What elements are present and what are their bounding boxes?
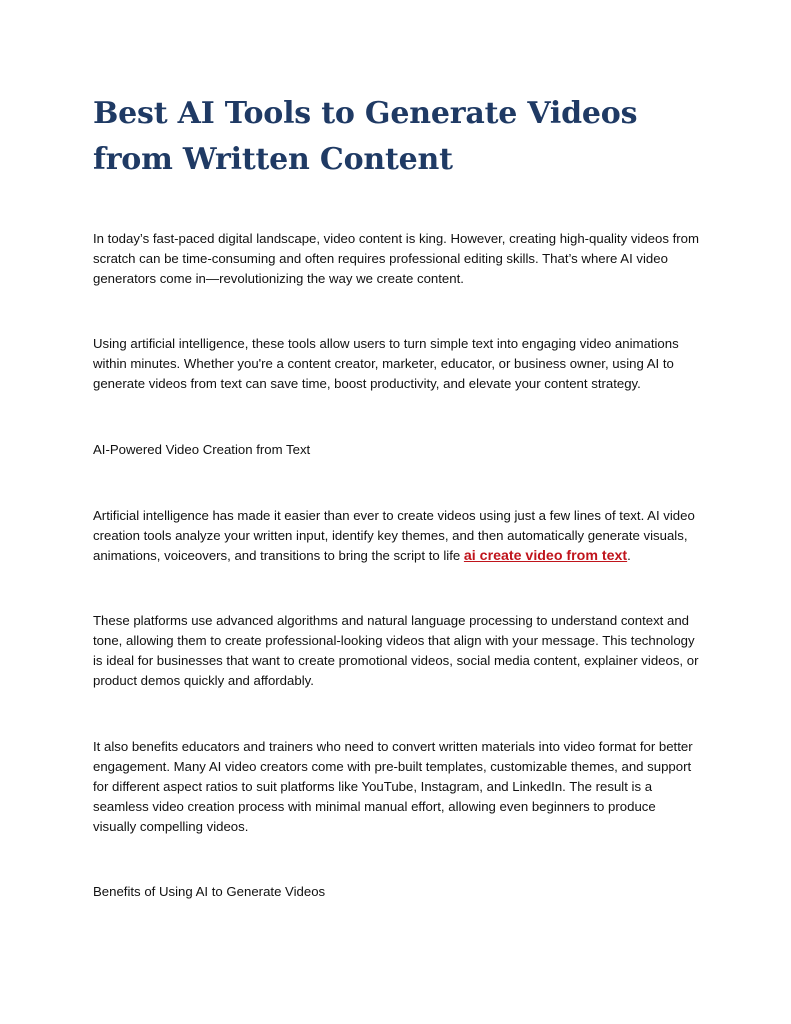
document-title: Best AI Tools to Generate Videos from Written Content <box>93 96 638 177</box>
ai-create-video-link[interactable]: ai create video from text <box>463 548 628 564</box>
section-heading-ai-powered: AI-Powered Video Creation from Text <box>93 442 311 457</box>
ai-creation-paragraph <box>93 506 701 566</box>
educators-paragraph: It also benefits educators and trainers who need to convert written materials into video format for better engagement. Many AI video creators come with pre-built templates, customizable themes, and support for different aspect ratios to suit platforms like YouTube, Instagram, and LinkedIn. The result is a seamless video creation process with minimal manual effort, allowing even beginners to produce visually compelling videos. <box>93 739 693 834</box>
platforms-paragraph: These platforms use advanced algorithms and natural language processing to understand context and tone, allowing them to create professional-looking videos that align with your message. This technology is ideal for businesses that want to create promotional videos, social media content, explainer videos, or product demos quickly and affordably. <box>93 613 699 688</box>
ai-creation-paragraph-text: Artificial intelligence has made it easier than ever to create videos using just a few lines of text. AI video creation tools analyze your written input, identify key themes, and then automatically generate visuals, animations, voiceovers, and transitions to bring the script to life <box>93 508 695 563</box>
section-heading-benefits: Benefits of Using AI to Generate Videos <box>93 884 326 899</box>
ai-creation-paragraph-end: . <box>627 548 631 563</box>
ai-tools-paragraph: Using artificial intelligence, these tools allow users to turn simple text into engaging video animations within minutes. Whether you're a content creator, marketer, educator, or business owner, using AI to generate videos from text can save time, boost productivity, and elevate your content strategy. <box>93 336 679 391</box>
intro-paragraph: In today’s fast-paced digital landscape, video content is king. However, creating high-quality videos from scratch can be time-consuming and often requires professional editing skills. That’s where AI video generators come in—revolutionizing the way we create content. <box>93 231 699 286</box>
